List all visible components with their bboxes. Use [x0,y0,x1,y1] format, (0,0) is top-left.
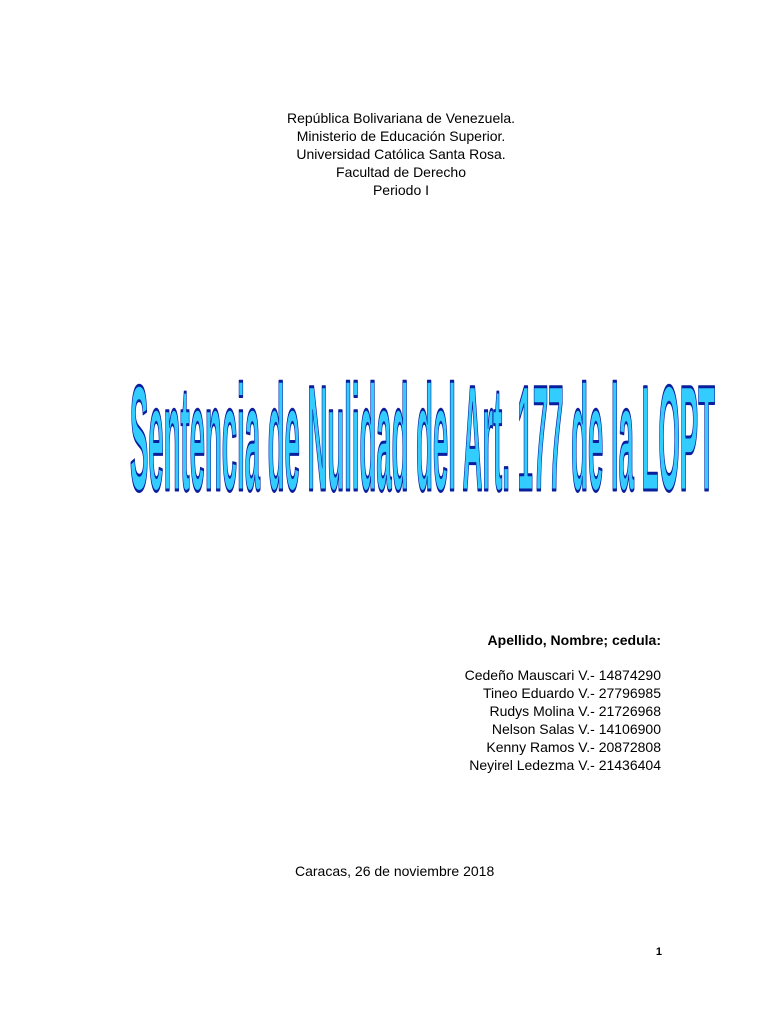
members-list [465,666,661,774]
header-line-period: Periodo I [372,182,430,198]
member-item: Cedeño Mauscari V.- 14874290 [464,667,661,683]
header-line-faculty: Facultad de Derecho [336,164,466,180]
header-line-republic: República Bolivariana de Venezuela. [286,110,516,126]
member-item: Neyirel Ledezma V.- 21436404 [469,757,661,773]
member-item: Nelson Salas V.- 14106900 [491,721,661,737]
document-title: Sentencia de Nulidad del Art. 177 de la LOPT [130,354,715,522]
header-line-university: Universidad Católica Santa Rosa. [296,146,506,162]
page-number: 1 [655,946,662,958]
member-item: Rudys Molina V.- 21726968 [489,703,661,719]
member-item: Kenny Ramos V.- 20872808 [486,739,661,755]
institution-header [0,109,768,199]
header-line-ministry: Ministerio de Educación Superior. [296,128,506,144]
wordart-title [130,345,715,522]
members-heading: Apellido, Nombre; cedula: [487,632,661,648]
place-date: Caracas, 26 de noviembre 2018 [295,863,495,879]
wordart-title-graphic [130,345,715,522]
member-item: Tineo Eduardo V.- 27796985 [483,685,661,701]
